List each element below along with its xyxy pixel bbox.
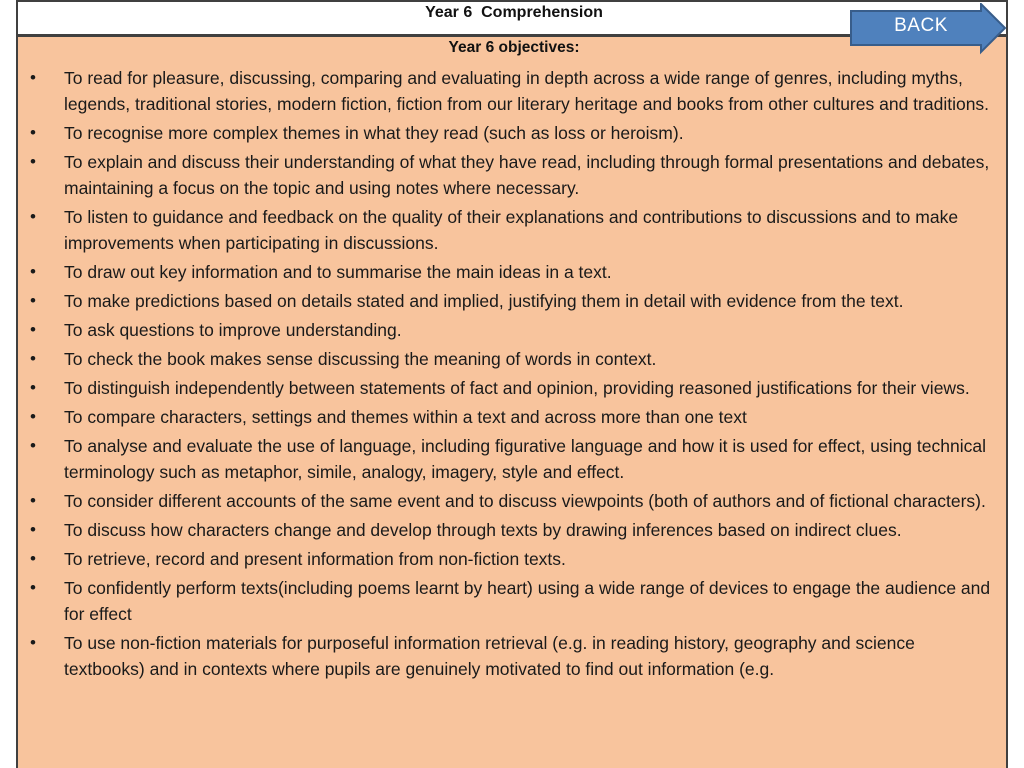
bullet-icon: • — [30, 320, 36, 339]
objective-item — [18, 149, 1003, 201]
objective-item — [18, 488, 1003, 514]
objective-text: To compare characters, settings and themes within a text and across more than one text — [64, 407, 747, 427]
objective-text: To confidently perform texts(including poems learnt by heart) using a wide range of devices to engage the audience and for effect — [64, 578, 991, 624]
objective-item — [18, 575, 1003, 627]
bullet-icon: • — [30, 520, 36, 539]
objectives-heading: Year 6 objectives: — [448, 39, 580, 56]
back-button-label: BACK — [894, 15, 948, 36]
objective-text: To distinguish independently between statements of fact and opinion, providing reasoned justifications for their views. — [64, 378, 970, 398]
objective-text: To analyse and evaluate the use of language, including figurative language and how it is used for effect, using technical terminology such as metaphor, simile, analogy, imagery, style and effect. — [64, 436, 986, 482]
objectives-panel — [16, 37, 1008, 768]
bullet-icon: • — [30, 378, 36, 397]
bullet-icon: • — [30, 68, 36, 87]
bullet-icon: • — [30, 291, 36, 310]
objective-text: To recognise more complex themes in what they read (such as loss or heroism). — [64, 123, 684, 143]
bullet-icon: • — [30, 436, 36, 455]
bullet-icon: • — [30, 152, 36, 171]
objective-item — [18, 65, 1003, 117]
bullet-icon: • — [30, 207, 36, 226]
objective-text: To listen to guidance and feedback on the quality of their explanations and contributions to discussions and to make improvements when participating in discussions. — [64, 207, 959, 253]
objective-text: To discuss how characters change and develop through texts by drawing inferences based on indirect clues. — [64, 520, 902, 540]
objective-item — [18, 346, 1003, 372]
objective-item — [18, 630, 1003, 682]
objective-item — [18, 375, 1003, 401]
bullet-icon: • — [30, 123, 36, 142]
page-title: Year 6 Comprehension — [425, 4, 603, 21]
objective-item — [18, 404, 1003, 430]
objective-text: To explain and discuss their understanding of what they have read, including through formal presentations and debates, maintaining a focus on the topic and using notes where necessary. — [64, 152, 990, 198]
objective-text: To consider different accounts of the same event and to discuss viewpoints (both of authors and of fictional characters). — [64, 491, 986, 511]
bullet-icon: • — [30, 549, 36, 568]
objective-text: To check the book makes sense discussing the meaning of words in context. — [64, 349, 657, 369]
objective-item — [18, 204, 1003, 256]
bullet-icon: • — [30, 491, 36, 510]
objective-item — [18, 288, 1003, 314]
objective-text: To use non-fiction materials for purposeful information retrieval (e.g. in reading history, geography and science textbooks) and in contexts where pupils are genuinely motivated to find out information (e.g. — [64, 633, 915, 679]
objectives-list — [18, 65, 1003, 685]
objective-item — [18, 317, 1003, 343]
objective-text: To ask questions to improve understanding. — [64, 320, 402, 340]
objective-item — [18, 546, 1003, 572]
objective-item — [18, 120, 1003, 146]
objective-item — [18, 433, 1003, 485]
objective-text: To read for pleasure, discussing, comparing and evaluating in depth across a wide range of genres, including myths, legends, traditional stories, modern fiction, fiction from our literary heritage and books from other cultures and traditions. — [64, 68, 990, 114]
objective-text: To draw out key information and to summarise the main ideas in a text. — [64, 262, 612, 282]
objective-text: To make predictions based on details stated and implied, justifying them in detail with evidence from the text. — [64, 291, 904, 311]
bullet-icon: • — [30, 578, 36, 597]
bullet-icon: • — [30, 262, 36, 281]
objective-item — [18, 259, 1003, 285]
back-button[interactable] — [849, 3, 1008, 51]
objective-item — [18, 517, 1003, 543]
bullet-icon: • — [30, 633, 36, 652]
objective-text: To retrieve, record and present information from non-fiction texts. — [64, 549, 566, 569]
bullet-icon: • — [30, 349, 36, 368]
bullet-icon: • — [30, 407, 36, 426]
